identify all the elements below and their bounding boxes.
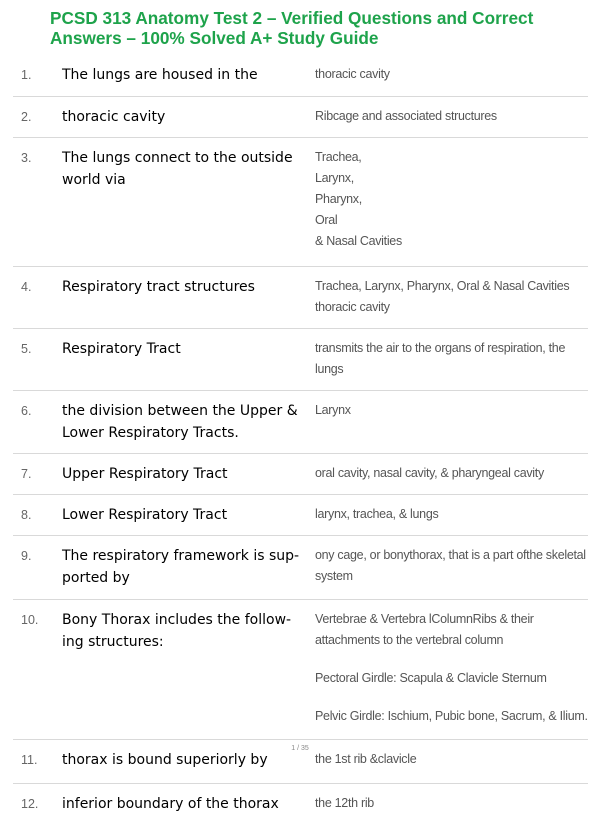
qa-row <box>13 96 588 137</box>
answer-paragraph: Vertebrae & Vertebra lColumnRibs & their attachments to the vertebral column <box>315 612 534 647</box>
answer-paragraph: Ribcage and associated structures <box>315 109 497 123</box>
qa-row <box>13 535 588 599</box>
answer-text <box>315 329 588 380</box>
answer-paragraph: the 1st rib &clavicle <box>315 752 417 766</box>
qa-row <box>13 137 588 266</box>
question-number: 10. <box>21 613 39 627</box>
question-text: thorax is bound superiorly by <box>62 752 268 768</box>
question-number: 1. <box>21 68 32 82</box>
document-title: PCSD 313 Anatomy Test 2 – Verified Questions and Correct Answers – 100% Solved A+ Study Guide <box>50 8 534 48</box>
question-number: 7. <box>21 467 32 481</box>
answer-text <box>315 97 588 128</box>
question-text: thoracic cavity <box>62 109 166 125</box>
answer-text <box>315 55 588 86</box>
qa-row <box>13 266 588 328</box>
answer-text <box>315 267 588 318</box>
question-number: 5. <box>21 342 32 356</box>
question-text: Respiratory tract structures <box>62 279 255 295</box>
question-number: 11. <box>21 753 38 767</box>
question-number: 4. <box>21 280 32 294</box>
question-text: The lungs connect to the outside world via <box>62 150 293 188</box>
answer-paragraph: Trachea, Larynx, Pharynx, Oral & Nasal Cavities <box>315 150 402 248</box>
answer-paragraph: Pectoral Girdle: Scapula & Clavicle Sternum <box>315 671 547 685</box>
qa-row <box>13 783 588 827</box>
answer-paragraph: Larynx <box>315 403 351 417</box>
answer-text <box>315 784 588 815</box>
answer-text <box>315 536 588 589</box>
answer-paragraph: transmits the air to the organs of respiration, the lungs <box>315 341 566 376</box>
question-text: Bony Thorax includes the follow- ing structures: <box>62 612 292 650</box>
question-text: the division between the Upper & Lower Respiratory Tracts. <box>62 403 298 441</box>
question-number: 3. <box>21 151 32 165</box>
question-text: Respiratory Tract <box>62 341 181 357</box>
question-number: 9. <box>21 549 32 563</box>
answer-text <box>315 391 588 444</box>
answer-text <box>315 495 588 526</box>
answer-text <box>315 600 588 727</box>
question-number: 6. <box>21 404 32 418</box>
page-number: 1 / 35 <box>291 745 309 752</box>
qa-row <box>13 453 588 494</box>
answer-text <box>315 454 588 485</box>
question-text: The respiratory framework is sup- ported by <box>62 548 300 586</box>
question-text: inferior boundary of the thorax <box>62 796 279 812</box>
question-text: Lower Respiratory Tract <box>62 507 228 523</box>
qa-table <box>13 55 588 827</box>
answer-paragraph: oral cavity, nasal cavity, & pharyngeal cavity <box>315 466 544 480</box>
answer-paragraph: Pelvic Girdle: Ischium, Pubic bone, Sacrum, & Ilium. <box>315 709 588 723</box>
qa-row <box>13 55 588 96</box>
qa-row <box>13 494 588 535</box>
question-number: 8. <box>21 508 32 522</box>
answer-text <box>315 138 588 252</box>
question-text: Upper Respiratory Tract <box>62 466 228 482</box>
answer-paragraph: the 12th rib <box>315 796 374 810</box>
qa-row <box>13 599 588 739</box>
answer-paragraph: Trachea, Larynx, Pharynx, Oral & Nasal Cavities thoracic cavity <box>315 279 570 314</box>
question-number: 2. <box>21 110 32 124</box>
question-number: 12. <box>21 797 39 811</box>
qa-row <box>13 390 588 453</box>
answer-paragraph: thoracic cavity <box>315 67 390 81</box>
qa-row <box>13 328 588 390</box>
answer-paragraph: ony cage, or bonythorax, that is a part ofthe skeletal system <box>315 548 586 583</box>
question-text: The lungs are housed in the <box>62 67 258 83</box>
answer-paragraph: larynx, trachea, & lungs <box>315 507 439 521</box>
